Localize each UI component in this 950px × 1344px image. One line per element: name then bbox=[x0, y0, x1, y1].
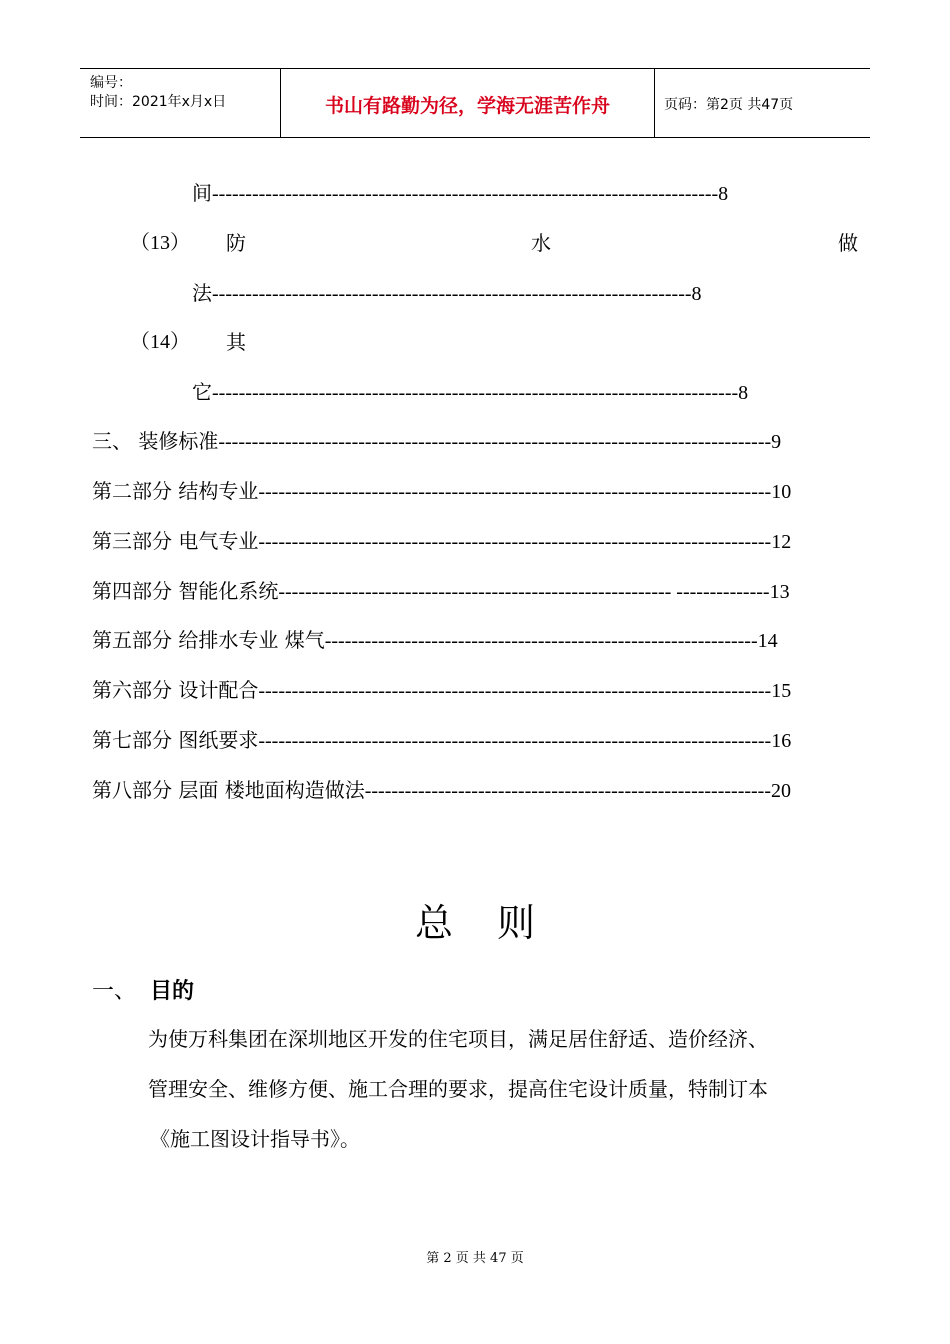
page-label: 页码：第2页 共47页 bbox=[664, 97, 794, 113]
toc-page: 8 bbox=[718, 183, 729, 205]
toc-leader: ----------------------------------------------------------------------------- bbox=[258, 531, 772, 553]
toc-page: 12 bbox=[771, 531, 792, 553]
toc-item-13-char-1: 防 bbox=[226, 231, 246, 255]
toc-leader: ----------------------------------------------------------------------------------- bbox=[218, 431, 772, 453]
toc-entry bbox=[92, 528, 791, 555]
toc-leader: ----------------------------------------------------------------- bbox=[324, 630, 758, 652]
toc-item-13-num: （13） bbox=[130, 232, 190, 254]
toc-page: 8 bbox=[691, 283, 702, 305]
toc-leader: ----------------------------------------------------------- -------------- bbox=[278, 581, 770, 603]
toc-label: 第二部分 结构专业 bbox=[92, 479, 259, 503]
toc-text: 间 bbox=[192, 181, 212, 205]
toc-entry bbox=[92, 677, 791, 704]
header-page-cell bbox=[655, 69, 870, 137]
toc-item-13-char-2: 水 bbox=[531, 231, 551, 255]
toc-entry bbox=[92, 777, 791, 804]
toc-label: 三、 装修标准 bbox=[92, 429, 219, 453]
toc-label: 第七部分 图纸要求 bbox=[92, 728, 259, 752]
toc-item-14-char: 其 bbox=[226, 330, 246, 354]
header-motto-cell bbox=[280, 69, 655, 137]
toc-leader: ---------------------------------------------------------------------------- bbox=[212, 183, 719, 205]
toc-item-12-cont bbox=[192, 180, 728, 207]
toc-leader: ----------------------------------------------------------------------------- bbox=[258, 481, 772, 503]
time-label: 时间：2021年x月x日 bbox=[90, 94, 227, 110]
toc-item-14-num: （14） bbox=[130, 331, 190, 353]
toc-label: 第六部分 设计配合 bbox=[92, 678, 259, 702]
toc-entry bbox=[92, 727, 791, 754]
toc-entry bbox=[92, 478, 791, 505]
toc-leader: ----------------------------------------------------------------------------- bbox=[258, 680, 772, 702]
toc-page: 14 bbox=[757, 630, 778, 652]
toc-page: 15 bbox=[771, 680, 792, 702]
toc-item-13-cont bbox=[192, 280, 702, 307]
toc-page: 20 bbox=[771, 780, 791, 802]
toc-page: 13 bbox=[769, 581, 790, 603]
section-title: 目的 bbox=[150, 979, 195, 1004]
toc-entry bbox=[92, 578, 790, 605]
paragraph-line: 管理安全、维修方便、施工合理的要求，提高住宅设计质量，特制订本 bbox=[148, 1077, 768, 1101]
toc-item-14-cont bbox=[192, 379, 748, 406]
toc-leader: ------------------------------------------------------------------------------- bbox=[212, 382, 739, 404]
header-meta-cell bbox=[80, 69, 280, 137]
toc-page: 9 bbox=[771, 431, 782, 453]
toc-label: 第三部分 电气专业 bbox=[92, 529, 259, 553]
section-number: 一、 bbox=[92, 979, 137, 1004]
paragraph-line: 《施工图设计指导书》。 bbox=[150, 1127, 360, 1151]
toc-leader: ----------------------------------------------------------------------------- bbox=[258, 730, 772, 752]
toc-page: 16 bbox=[771, 730, 792, 752]
paragraph-line: 为使万科集团在深圳地区开发的住宅项目，满足居住舒适、造价经济、 bbox=[148, 1027, 768, 1051]
toc-label: 第八部分 层面 楼地面构造做法 bbox=[92, 778, 365, 802]
motto: 书山有路勤为径，学海无涯苦作舟 bbox=[324, 95, 610, 117]
toc-page: 8 bbox=[738, 382, 749, 404]
toc-label: 第五部分 给排水专业 煤气 bbox=[92, 628, 325, 652]
toc-text: 它 bbox=[192, 380, 212, 404]
toc-text: 法 bbox=[192, 281, 212, 305]
toc-entry bbox=[92, 428, 781, 455]
code-label: 编号： bbox=[90, 75, 132, 91]
toc-leader: ------------------------------------------------------------- bbox=[364, 780, 771, 802]
page-header bbox=[80, 68, 870, 138]
toc-page: 10 bbox=[771, 481, 792, 503]
toc-entry bbox=[92, 627, 778, 654]
toc-item-13-char-3: 做 bbox=[838, 231, 858, 255]
toc-label: 第四部分 智能化系统 bbox=[92, 579, 279, 603]
section-heading bbox=[92, 974, 194, 1005]
chapter-title: 总则 bbox=[414, 901, 579, 945]
toc-leader: ------------------------------------------------------------------------ bbox=[212, 283, 692, 305]
page-footer: 第 2 页 共 47 页 bbox=[426, 1251, 524, 1266]
